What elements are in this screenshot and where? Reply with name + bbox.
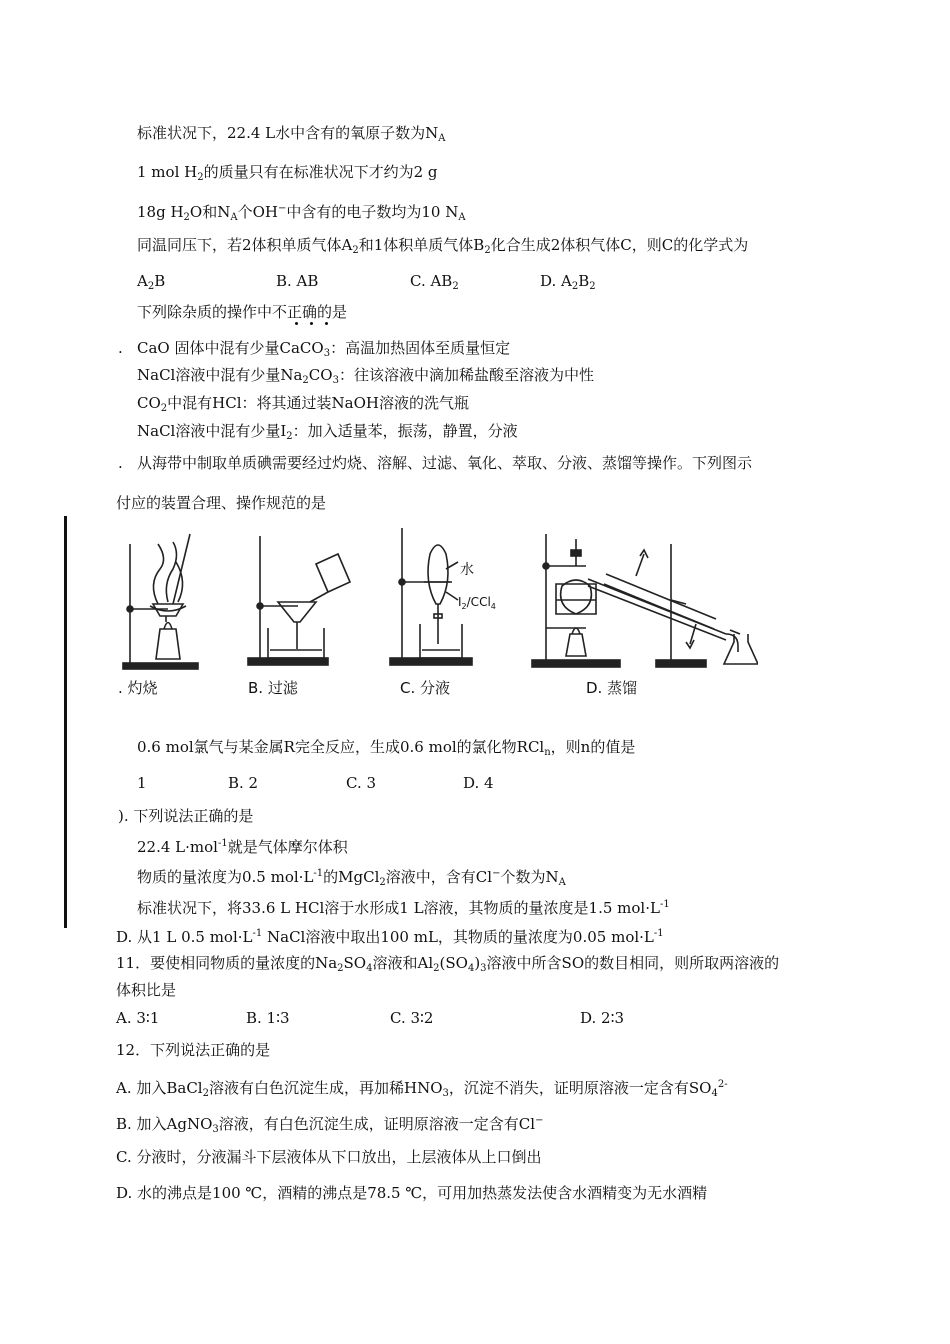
q12-option-c: C. 分液时，分液漏斗下层液体从下口放出，上层液体从上口倒出 <box>116 1148 542 1166</box>
binding-margin-line <box>64 516 67 928</box>
q5-option-d: D. $A_2B_2$ <box>540 272 596 292</box>
q10-stem: ). 下列说法正确的是 <box>118 807 254 825</box>
q6-option-a-mark: . <box>118 339 123 357</box>
ignition-apparatus <box>123 534 198 669</box>
q6-option-a: CaO 固体中混有少量CaCO$_3$：高温加热固体至质量恒定 <box>137 339 511 359</box>
q6-option-d: NaCl溶液中混有少量$I_2$：加入适量苯，振荡，静置，分液 <box>137 422 518 442</box>
q10-option-c: 标准状况下，将33.6 L HCl溶于水形成1 L溶液，其物质的量浓度是1.5 $mol\cdot L^{-1}$ <box>137 899 670 917</box>
q8-option-c: C. 3 <box>346 774 377 792</box>
q5-stem: 同温同压下，若2体积单质气体$A_2$和1体积单质气体$B_2$化合生成2体积气体C，则C的化学式为 <box>137 236 749 256</box>
q10-option-a: 22.4 L·mol$^{-1}$就是气体摩尔体积 <box>137 838 348 856</box>
q7-mark: . <box>118 454 123 472</box>
q7-stem-line2: 付应的装置合理、操作规范的是 <box>116 494 327 512</box>
q6-option-c: $CO_2$中混有HCl：将其通过装NaOH溶液的洗气瓶 <box>137 394 469 414</box>
q12-option-a: A. 加入BaCl$_2$溶液有白色沉淀生成，再加稀$HNO_3$，沉淀不消失，证明原溶液一定含有$SO_4^{2-}$ <box>116 1079 728 1099</box>
q5-option-c: C. $AB_2$ <box>410 272 459 292</box>
distillation-apparatus <box>532 534 758 667</box>
caption-a: . 灼烧 <box>118 679 158 697</box>
q6-stem: 下列除杂质的操作中不正确的是 <box>137 303 348 321</box>
q11-stem-line1: 11．要使相同物质的量浓度的$Na_2SO_4$溶液和$Al_2(SO_4)_3$溶液中所含SO的数目相同，则所取两溶液的 <box>116 954 780 974</box>
q11-option-c: C. 3∶2 <box>390 1009 434 1027</box>
q8-option-a: 1 <box>137 774 147 792</box>
q5-option-a: $A_2B$ <box>137 272 166 292</box>
q10-option-b: 物质的量浓度为0.5 $mol\cdot L^{-1}$的MgCl$_2$溶液中，含有Cl−个数为$N_A$ <box>137 868 566 888</box>
caption-d: D. 蒸馏 <box>586 679 638 697</box>
q8-option-b: B. 2 <box>228 774 259 792</box>
q11-option-d: D. 2∶3 <box>580 1009 625 1027</box>
q11-stem-line2: 体积比是 <box>116 981 177 999</box>
q11-option-a: A. 3∶1 <box>116 1009 160 1027</box>
q10-option-d: D. 从1 L 0.5 $mol\cdot L^{-1}$ NaCl溶液中取出100 mL，其物质的量浓度为0.05 $mol\cdot L^{-1}$ <box>116 928 664 946</box>
emphasis-dot <box>310 322 313 325</box>
q4-option-a: 标准状况下，22.4 L水中含有的氧原子数为$N_A$ <box>137 124 446 144</box>
q8-option-d: D. 4 <box>463 774 494 792</box>
q5-option-b: B. AB <box>276 272 319 290</box>
filtration-apparatus <box>248 536 350 665</box>
q12-option-b: B. 加入AgNO$_3$溶液，有白色沉淀生成，证明原溶液一定含有Cl− <box>116 1115 544 1135</box>
q4-option-b: 1 mol $H_2$的质量只有在标准状况下才约为2 g <box>137 163 438 183</box>
q6-option-b: NaCl溶液中混有少量$Na_2CO_3$：往该溶液中滴加稀盐酸至溶液为中性 <box>137 366 594 386</box>
emphasis-dot <box>325 322 328 325</box>
emphasis-dot <box>295 322 298 325</box>
caption-b: B. 过滤 <box>248 679 298 697</box>
q4-option-c: 18g $H_2O$和$N_A$个OH−中含有的电子数均为10 $N_A$ <box>137 203 466 223</box>
q12-stem: 12．下列说法正确的是 <box>116 1041 271 1059</box>
label-i2-ccl4: $I_2/CCl_4$ <box>458 595 496 611</box>
q11-option-b: B. 1∶3 <box>246 1009 290 1027</box>
q8-stem: 0.6 mol氯气与某金属R完全反应，生成0.6 mol的氯化物RCl$_n$，则n的值是 <box>137 738 636 758</box>
apparatus-figures <box>118 524 758 674</box>
label-water: 水 <box>460 562 474 578</box>
q7-stem-line1: 从海带中制取单质碘需要经过灼烧、溶解、过滤、氧化、萃取、分液、蒸馏等操作。下列图示 <box>137 454 753 472</box>
q12-option-d: D. 水的沸点是100 ℃，酒精的沸点是78.5 ℃，可用加热蒸发法使含水酒精变为无水酒精 <box>116 1184 708 1202</box>
caption-c: C. 分液 <box>400 679 451 697</box>
